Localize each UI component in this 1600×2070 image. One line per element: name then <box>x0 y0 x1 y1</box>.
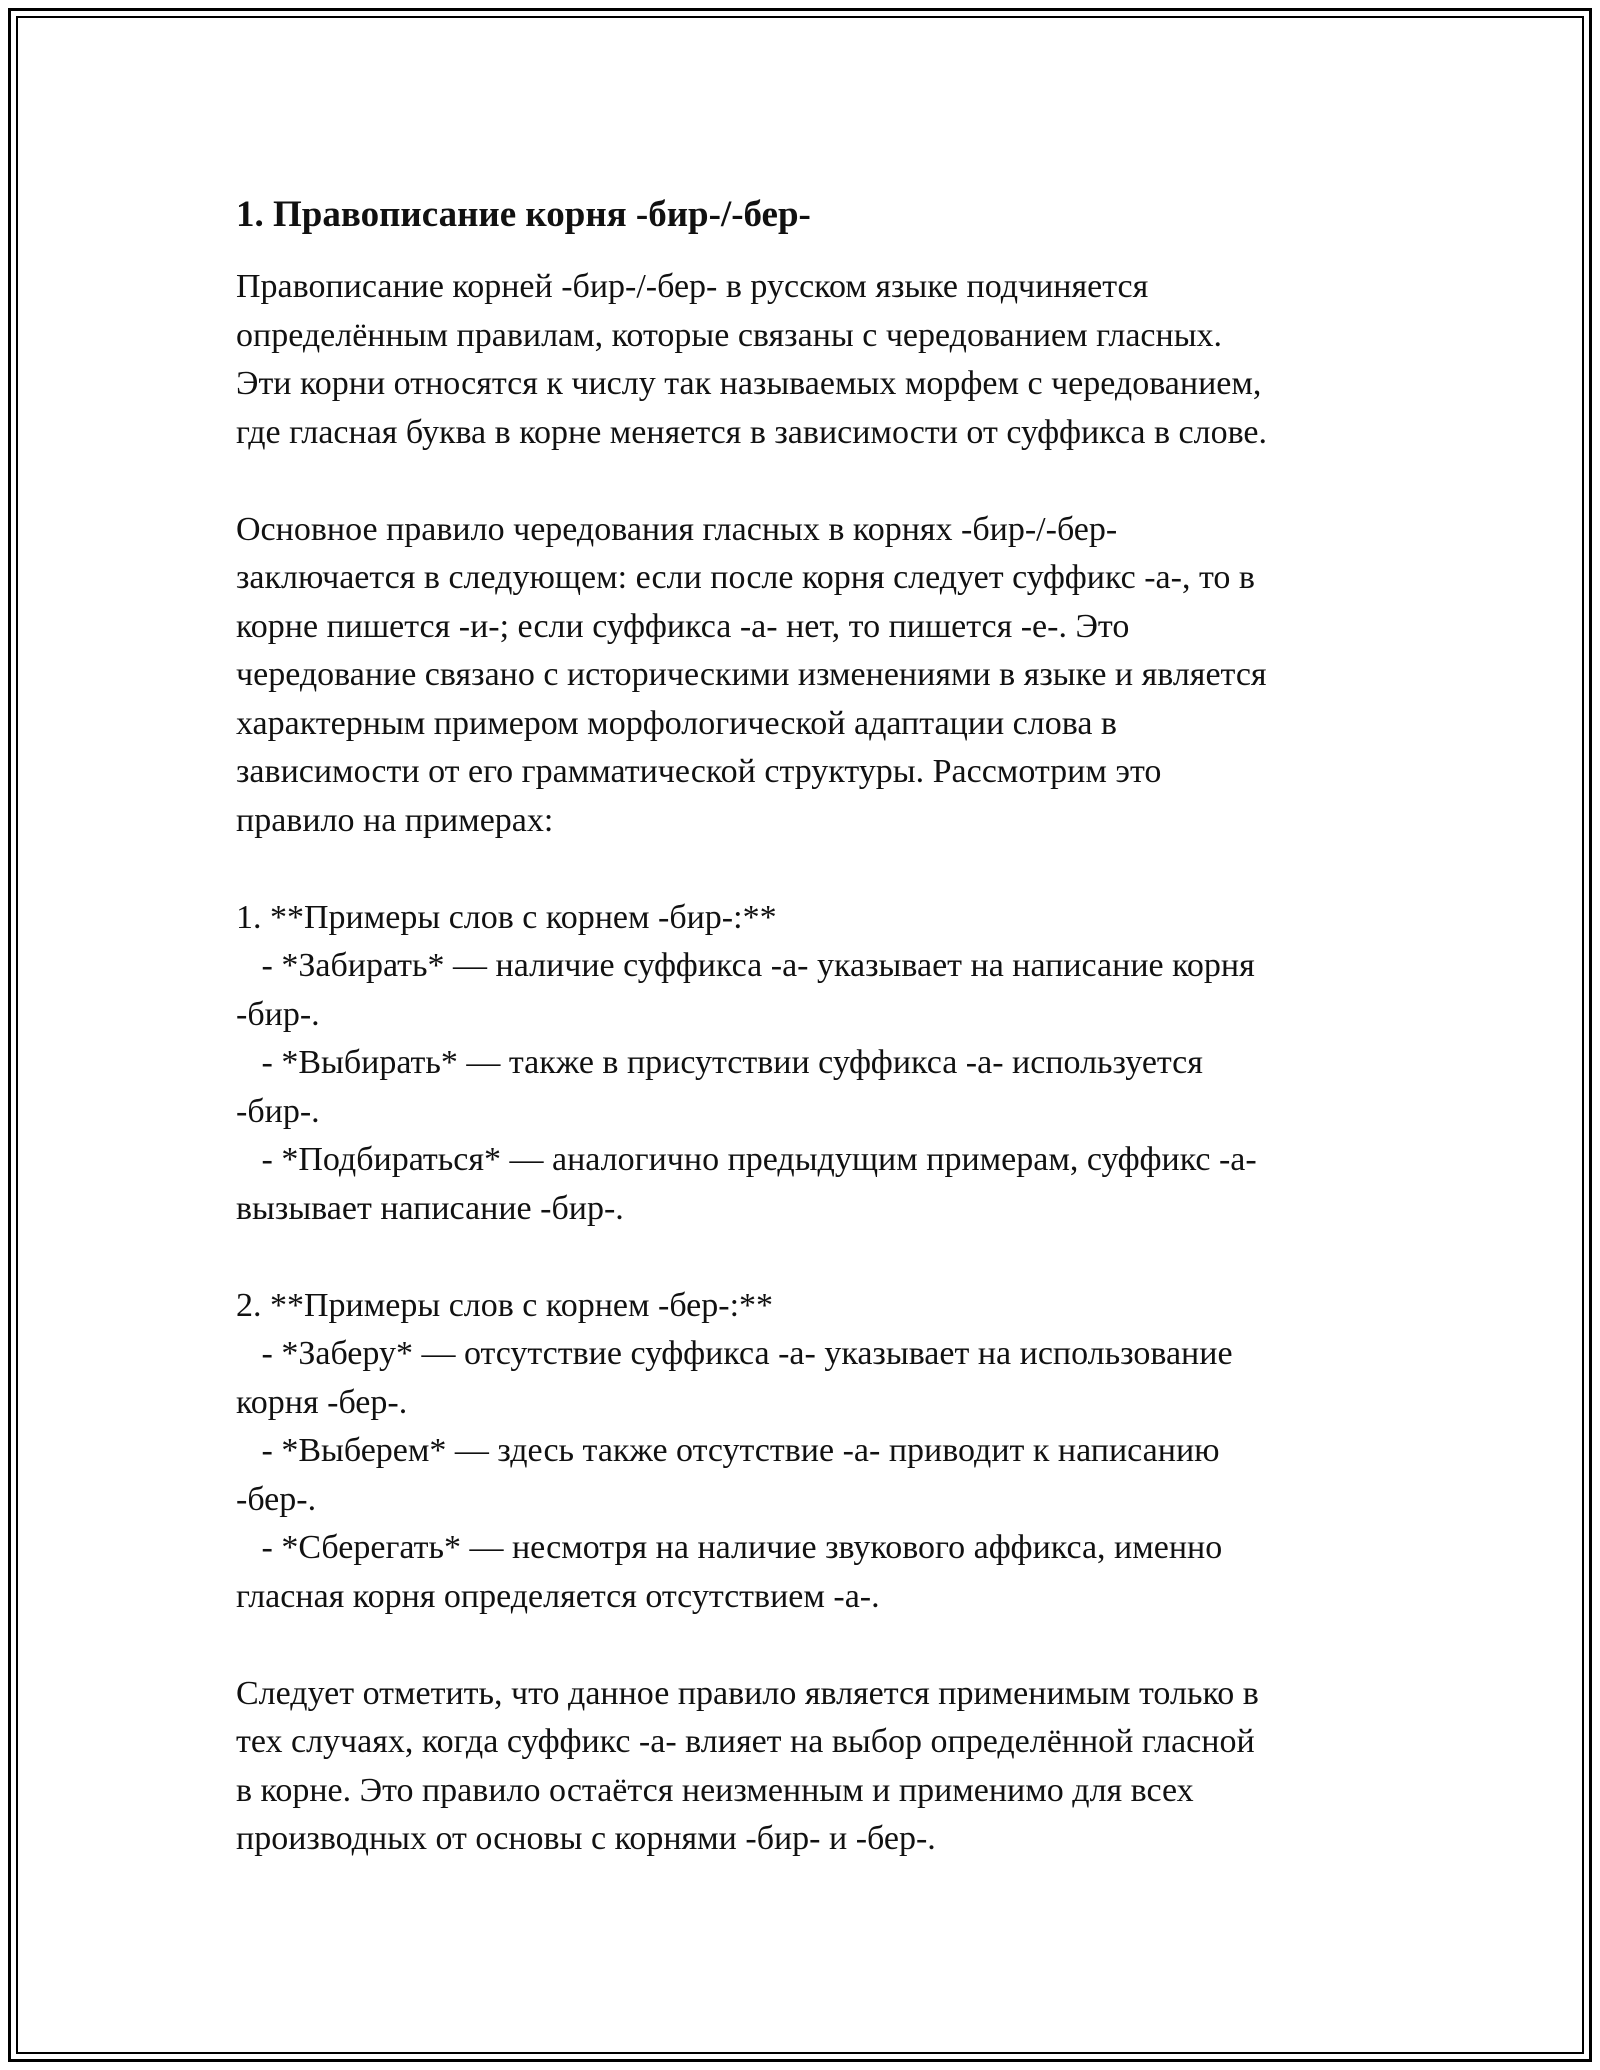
list-item: - *Заберу* — отсутствие суффикса -а- указывает на использование <box>236 1335 1233 1372</box>
text-line: Эти корни относятся к числу так называемых морфем с чередованием, <box>236 365 1262 402</box>
paragraph-spacer <box>236 457 1386 506</box>
list-item: - *Сберегать* — несмотря на наличие звукового аффикса, именно <box>236 1529 1223 1566</box>
text-line: определённым правилам, которые связаны с чередованием гласных. <box>236 316 1223 354</box>
list-item-continuation: гласная корня определяется отсутствием -а-. <box>236 1577 880 1615</box>
paragraph-spacer <box>236 1621 1386 1670</box>
list-item-continuation: корня -бер-. <box>236 1383 408 1421</box>
paragraph-spacer <box>236 1233 1386 1282</box>
paragraph-main-rule <box>236 506 1386 846</box>
document-body <box>236 187 1386 1864</box>
examples-list-bir <box>236 894 1386 1234</box>
text-line: правило на примерах: <box>236 801 554 839</box>
list-item: - *Забирать* — наличие суффикса -а- указывает на написание корня <box>236 947 1255 984</box>
text-line: Правописание корней -бир-/-бер- в русском языке подчиняется <box>236 268 1149 305</box>
list-item: - *Выбирать* — также в присутствии суффикса -а- используется <box>236 1044 1203 1081</box>
text-line: Следует отметить, что данное правило является применимым только в <box>236 1674 1259 1712</box>
text-line: зависимости от его грамматической структуры. Рассмотрим это <box>236 753 1162 790</box>
text-line: тех случаях, когда суффикс -а- влияет на выбор определённой гласной <box>236 1723 1255 1760</box>
paragraph-spacer <box>236 845 1386 894</box>
list-item: - *Выберем* — здесь также отсутствие -а- приводит к написанию <box>236 1432 1220 1469</box>
list-item: - *Подбираться* — аналогично предыдущим примерам, суффикс -а- <box>236 1141 1257 1178</box>
text-line: заключается в следующем: если после корня следует суффикс -а-, то в <box>236 559 1255 596</box>
list-item-continuation: -бир-. <box>236 995 320 1033</box>
text-line: в корне. Это правило остаётся неизменным и применимо для всех <box>236 1771 1194 1809</box>
list-heading: 2. **Примеры слов с корнем -бер-:** <box>236 1286 774 1324</box>
list-heading: 1. **Примеры слов с корнем -бир-:** <box>236 898 777 936</box>
list-item-continuation: -бир-. <box>236 1092 320 1130</box>
text-line: Основное правило чередования гласных в корнях -бир-/-бер- <box>236 510 1118 548</box>
text-line: корне пишется -и-; если суффикса -а- нет, то пишется -е-. Это <box>236 607 1130 645</box>
paragraph-intro <box>236 263 1386 457</box>
list-item-continuation: -бер-. <box>236 1480 317 1518</box>
text-line: чередование связано с историческими изменениями в языке и является <box>236 656 1267 693</box>
text-line: характерным примером морфологической адаптации слова в <box>236 704 1117 742</box>
paragraph-conclusion <box>236 1670 1386 1864</box>
list-item-continuation: вызывает написание -бир-. <box>236 1189 624 1227</box>
text-line: где гласная буква в корне меняется в зависимости от суффикса в слове. <box>236 413 1268 451</box>
section-heading: 1. Правописание корня -бир-/-бер- <box>236 194 811 235</box>
examples-list-ber <box>236 1282 1386 1622</box>
text-line: производных от основы с корнями -бир- и -бер-. <box>236 1820 936 1857</box>
